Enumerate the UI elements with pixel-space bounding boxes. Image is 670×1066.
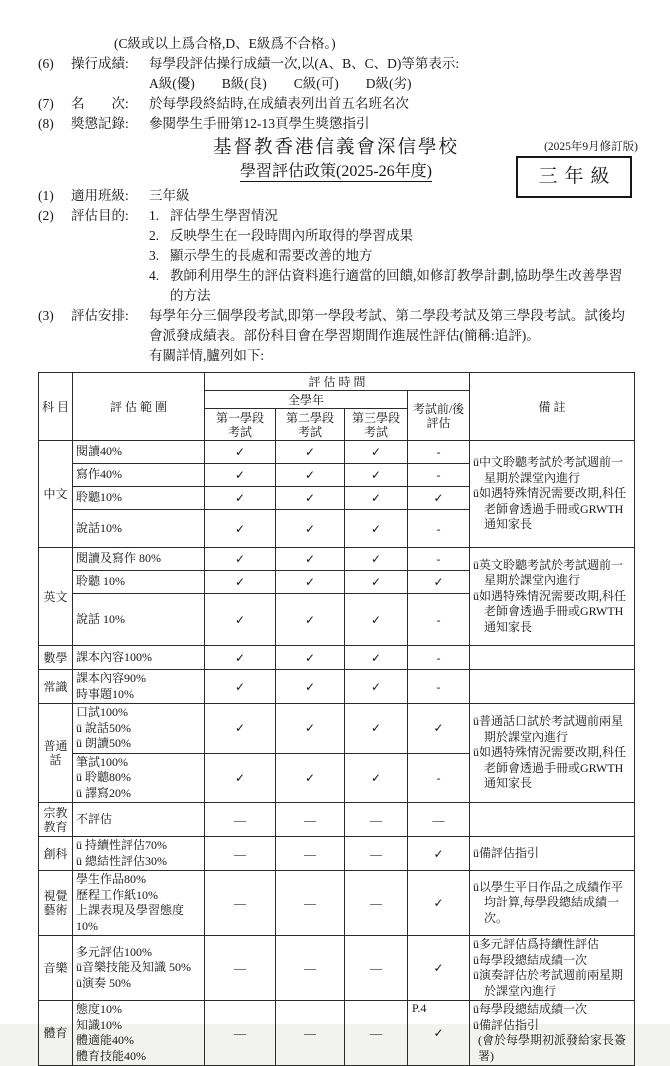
mark-cell: - (408, 646, 470, 670)
scope-cell (73, 936, 205, 1001)
mark-cell: — (345, 803, 408, 837)
arrangement-paragraph: 每學年分三個學段考試,即第一學段考試、第二學段考試及第三學段考試。試後均會派發成績表。部份科目會在學習期間作進展性評估(簡稱:追評)。 (149, 308, 625, 343)
remark-cell (470, 704, 635, 803)
objective-text: 顯示學生的長處和需要改善的地方 (170, 248, 373, 263)
scope-line: ü 譯寫20% (76, 785, 131, 800)
mark-cell: ✓ (276, 670, 345, 704)
mark-cell: — (205, 837, 276, 871)
mark-cell: ✓ (205, 464, 276, 487)
scope-line: ü 朗讀50% (76, 736, 131, 750)
item-label: 操行成績: (71, 56, 129, 71)
mark-cell: — (276, 837, 345, 871)
mark-cell: ✓ (276, 487, 345, 510)
mark-cell: ✓ (408, 936, 470, 1001)
item-text (149, 306, 634, 366)
scope-line: 上課表現及學習態度 10% (76, 903, 185, 933)
item-text: 三年級 (149, 188, 190, 203)
scope-line: 聆聽10% (76, 490, 122, 505)
policy-item-3 (38, 306, 634, 366)
table-row (39, 548, 635, 571)
scope-cell (73, 871, 205, 936)
scope-cell (73, 487, 205, 510)
scope-line: 說話 10% (76, 611, 125, 626)
mark-cell: ✓ (276, 571, 345, 594)
mark-cell: ✓ (345, 670, 408, 704)
mark-cell: ✓ (205, 548, 276, 571)
remark-line: ü如遇特殊情況需要改期,科任老師會透過手冊或GRWTH通知家長 (473, 745, 627, 791)
subject-cell: 英文 (39, 548, 73, 646)
scope-line: ü演奏 50% (76, 975, 131, 990)
remark-line: ü多元評估爲持續性評估 (473, 937, 600, 951)
col-header-term3 (345, 409, 408, 441)
mark-cell: ✓ (205, 753, 276, 803)
scope-cell (73, 594, 205, 646)
subject-cell: 音樂 (39, 936, 73, 1001)
mark-cell: — (205, 803, 276, 837)
col-header-term2 (276, 409, 345, 441)
scope-cell (73, 704, 205, 754)
mark-cell: ✓ (345, 464, 408, 487)
table-row (39, 837, 635, 871)
remark-line: ü演奏評估於考試週前兩星期於課堂內進行 (473, 968, 624, 998)
mark-cell: ✓ (345, 753, 408, 803)
scope-line: ü 總結性評估30% (76, 853, 167, 868)
conduct-grades-line: A級(優) B級(良) C級(可) D級(劣) (149, 76, 412, 91)
table-row (39, 936, 635, 1001)
remark-line: ü中文聆聽考試於考試週前一星期於課堂內進行 (473, 455, 624, 485)
remark-cell (470, 1001, 635, 1066)
scope-line: 體適能40% (76, 1033, 134, 1047)
mark-cell: ✓ (276, 646, 345, 670)
scope-cell (73, 510, 205, 548)
scope-line: 說話10% (76, 520, 122, 535)
remark-line: ü每學段總結成績一次 (473, 952, 588, 967)
subject-cell: 體育 (39, 1001, 73, 1066)
scope-line: 不評估 (76, 811, 113, 826)
mark-cell: ✓ (345, 646, 408, 670)
item-text: 每學段評估操行成績一次,以(A、B、C、D)等第表示: (149, 56, 460, 71)
revision-note: (2025年9月修訂版) (544, 141, 638, 153)
objectives-list (149, 206, 634, 306)
scope-cell (73, 1001, 205, 1066)
term-header-line: 第三學段 (351, 410, 400, 425)
mark-cell: ✓ (276, 594, 345, 646)
mark-cell: - (408, 464, 470, 487)
item-label: 獎懲記錄: (71, 116, 129, 131)
scope-line: ü音樂技能及知識 50% (76, 960, 191, 975)
mark-cell: — (276, 936, 345, 1001)
mark-cell: - (408, 594, 470, 646)
objective-text: 教師利用學生的評估資料進行適當的回饋,如修訂教學計劃,協助學生改善學習的方法 (170, 268, 623, 303)
remark-cell (470, 670, 635, 704)
remark-cell (470, 871, 635, 936)
mark-cell: — (205, 1001, 276, 1066)
item-text: 於每學段終結時,在成績表列出首五名班名次 (149, 96, 409, 111)
remark-cell (470, 548, 635, 646)
mark-cell: ✓ (408, 1001, 470, 1066)
objective-item (149, 266, 634, 306)
col-header-prepost-line: 評估 (426, 415, 451, 430)
mark-cell: — (345, 936, 408, 1001)
item-number: (2) (38, 208, 54, 223)
scope-line: 歷程工作紙10% (76, 887, 158, 902)
objective-item (149, 226, 634, 246)
mark-cell: ✓ (276, 510, 345, 548)
objective-number: 4. (149, 268, 160, 283)
scope-line: 閱讀及寫作 80% (76, 551, 161, 566)
mark-cell: ✓ (276, 464, 345, 487)
remark-cell (470, 803, 635, 837)
objective-text: 評估學生學習情況 (170, 208, 278, 223)
scope-line: ü 說話50% (76, 720, 131, 735)
mark-cell: ✓ (345, 441, 408, 464)
term-header-line: 考試 (363, 424, 388, 439)
scope-cell (73, 441, 205, 464)
table-row (39, 1001, 635, 1066)
mark-cell: ✓ (205, 670, 276, 704)
page-number: P.4 (412, 1001, 427, 1015)
mark-cell: ✓ (345, 704, 408, 754)
scope-line: 態度10% (76, 1002, 122, 1016)
item-number: (1) (38, 188, 54, 203)
mark-cell: — (408, 803, 470, 837)
subject-cell: 常識 (39, 670, 73, 704)
mark-cell: - (408, 753, 470, 803)
remark-line: ü英文聆聽考試於考試週前一星期於課堂內進行 (473, 557, 624, 588)
objective-item (149, 246, 634, 266)
mark-cell: — (345, 837, 408, 871)
table-row (39, 670, 635, 704)
item-text: 參閱學生手冊第12-13頁學生獎懲指引 (149, 116, 370, 131)
col-header-subject: 科 目 (39, 373, 73, 441)
mark-cell: ✓ (276, 441, 345, 464)
item-label: 評估安排: (71, 308, 129, 323)
mark-cell: ✓ (345, 548, 408, 571)
subject-cell: 創科 (39, 837, 73, 871)
mark-cell: ✓ (276, 753, 345, 803)
document-title-text: 學習評估政策(2025-26年度) (240, 163, 432, 180)
preamble-item-8 (38, 114, 634, 134)
scope-line: 寫作40% (76, 467, 122, 482)
title-block (38, 136, 638, 187)
scope-line: 體育技能40% (76, 1048, 146, 1063)
objective-number: 2. (149, 228, 160, 243)
scope-line: 課本內容90% (76, 671, 146, 685)
scope-line: 口試100% (76, 705, 128, 719)
mark-cell: — (345, 871, 408, 936)
arrangement-paragraph-2: 有關詳情,臚列如下: (149, 348, 265, 363)
scope-cell (73, 464, 205, 487)
col-header-prepost (408, 391, 470, 441)
mark-cell: — (345, 1001, 408, 1066)
mark-cell: ✓ (408, 571, 470, 594)
mark-cell: ✓ (345, 571, 408, 594)
mark-cell: ✓ (408, 871, 470, 936)
remark-line: ü普通話口試於考試週前兩星期於課堂內進行 (473, 714, 624, 744)
remark-line: ü備評估指引 (473, 1017, 540, 1032)
term-header-line: 第一學段 (215, 410, 264, 425)
mark-cell: ✓ (408, 837, 470, 871)
remark-cell (470, 837, 635, 871)
objective-number: 3. (149, 248, 160, 263)
remark-cell (470, 441, 635, 548)
col-header-prepost-line: 考試前/後 (412, 401, 465, 416)
item-label: 評估目的: (71, 208, 129, 223)
mark-cell: ✓ (408, 704, 470, 754)
subject-cell: 中文 (39, 441, 73, 548)
grade-pass-note: (C級或以上爲合格,D、E級爲不合格。) (114, 36, 336, 51)
item-number: (8) (38, 116, 54, 131)
term-header-line: 第二學段 (285, 410, 334, 425)
preamble-item-7 (38, 94, 634, 114)
mark-cell: ✓ (276, 704, 345, 754)
preamble-item-6 (38, 54, 634, 74)
mark-cell: ✓ (205, 441, 276, 464)
scope-line: ü 持續性評估70% (76, 838, 167, 852)
school-name: 基督教香港信義會深信學校 (212, 138, 459, 158)
col-header-scope: 評 估 範 圍 (73, 373, 205, 441)
scope-line: 聆聽 10% (76, 574, 125, 589)
mark-cell: ✓ (345, 594, 408, 646)
assessment-table (38, 372, 635, 1066)
scope-cell (73, 803, 205, 837)
policy-item-2 (38, 206, 634, 306)
scope-line: 時事題10% (76, 686, 134, 701)
term-header-line: 考試 (297, 424, 322, 439)
mark-cell: ✓ (205, 487, 276, 510)
mark-cell: — (205, 871, 276, 936)
table-row (39, 646, 635, 670)
scope-cell (73, 646, 205, 670)
scope-cell (73, 753, 205, 803)
scope-cell (73, 548, 205, 571)
mark-cell: — (276, 1001, 345, 1066)
objective-item (149, 206, 634, 226)
mark-cell: - (408, 670, 470, 704)
col-header-time: 評 估 時 間 (205, 373, 470, 391)
table-header-row (39, 373, 635, 391)
table-row (39, 441, 635, 464)
table-row (39, 871, 635, 936)
scope-line: 學生作品80% (76, 872, 146, 886)
table-row (39, 704, 635, 754)
item-number: (3) (38, 308, 54, 323)
scope-line: 課本內容100% (76, 649, 152, 664)
mark-cell: ✓ (205, 510, 276, 548)
scope-line: 閱讀40% (76, 444, 122, 459)
item-label: 名 次: (71, 96, 129, 111)
mark-cell: ✓ (205, 571, 276, 594)
grade-level-box: 三年級 (516, 156, 632, 198)
subject-cell: 宗教教育 (39, 803, 73, 837)
mark-cell: - (408, 510, 470, 548)
item-label: 適用班級: (71, 188, 129, 203)
mark-cell: — (205, 936, 276, 1001)
mark-cell: - (408, 548, 470, 571)
remark-line: ü備評估指引 (473, 845, 540, 860)
remark-line: (會於每學期初派發給家長簽署) (478, 1033, 627, 1063)
remark-cell (470, 936, 635, 1001)
scope-line: 知識10% (76, 1017, 122, 1032)
scope-line: 筆試100% (76, 754, 128, 769)
scope-cell (73, 571, 205, 594)
remark-line: ü如遇特殊情況需要改期,科任老師會透過手冊或GRWTH通知家長 (473, 486, 627, 532)
scope-cell (73, 670, 205, 704)
term-header-line: 考試 (227, 424, 252, 439)
col-header-term1 (205, 409, 276, 441)
mark-cell: - (408, 441, 470, 464)
table-row (39, 803, 635, 837)
subject-cell: 數學 (39, 646, 73, 670)
scope-line: ü 聆聽80% (76, 770, 131, 784)
objective-text: 反映學生在一段時間內所取得的學習成果 (170, 228, 413, 243)
mark-cell: ✓ (205, 646, 276, 670)
mark-cell: ✓ (276, 548, 345, 571)
subject-cell: 普通話 (39, 704, 73, 803)
mark-cell: — (276, 803, 345, 837)
mark-cell: ✓ (205, 704, 276, 754)
remark-line: ü以學生平日作品之成績作平均計算,每學段總結成績一次。 (473, 879, 624, 925)
subject-cell: 視覺藝術 (39, 871, 73, 936)
mark-cell: ✓ (408, 487, 470, 510)
item-number: (7) (38, 96, 54, 111)
remark-line: ü每學段總結成績一次 (473, 1002, 588, 1016)
item-number: (6) (38, 56, 54, 71)
mark-cell: ✓ (345, 487, 408, 510)
scope-cell (73, 837, 205, 871)
remark-line: ü如遇特殊情況需要改期,科任老師會透過手冊或GRWTH通知家長 (473, 588, 627, 634)
remark-cell (470, 646, 635, 670)
objective-number: 1. (149, 208, 160, 223)
mark-cell: ✓ (345, 510, 408, 548)
mark-cell: ✓ (205, 594, 276, 646)
col-header-fullyear: 全學年 (205, 391, 408, 409)
mark-cell: — (276, 871, 345, 936)
col-header-remarks: 備 註 (470, 373, 635, 441)
scope-line: 多元評估100% (76, 944, 152, 959)
